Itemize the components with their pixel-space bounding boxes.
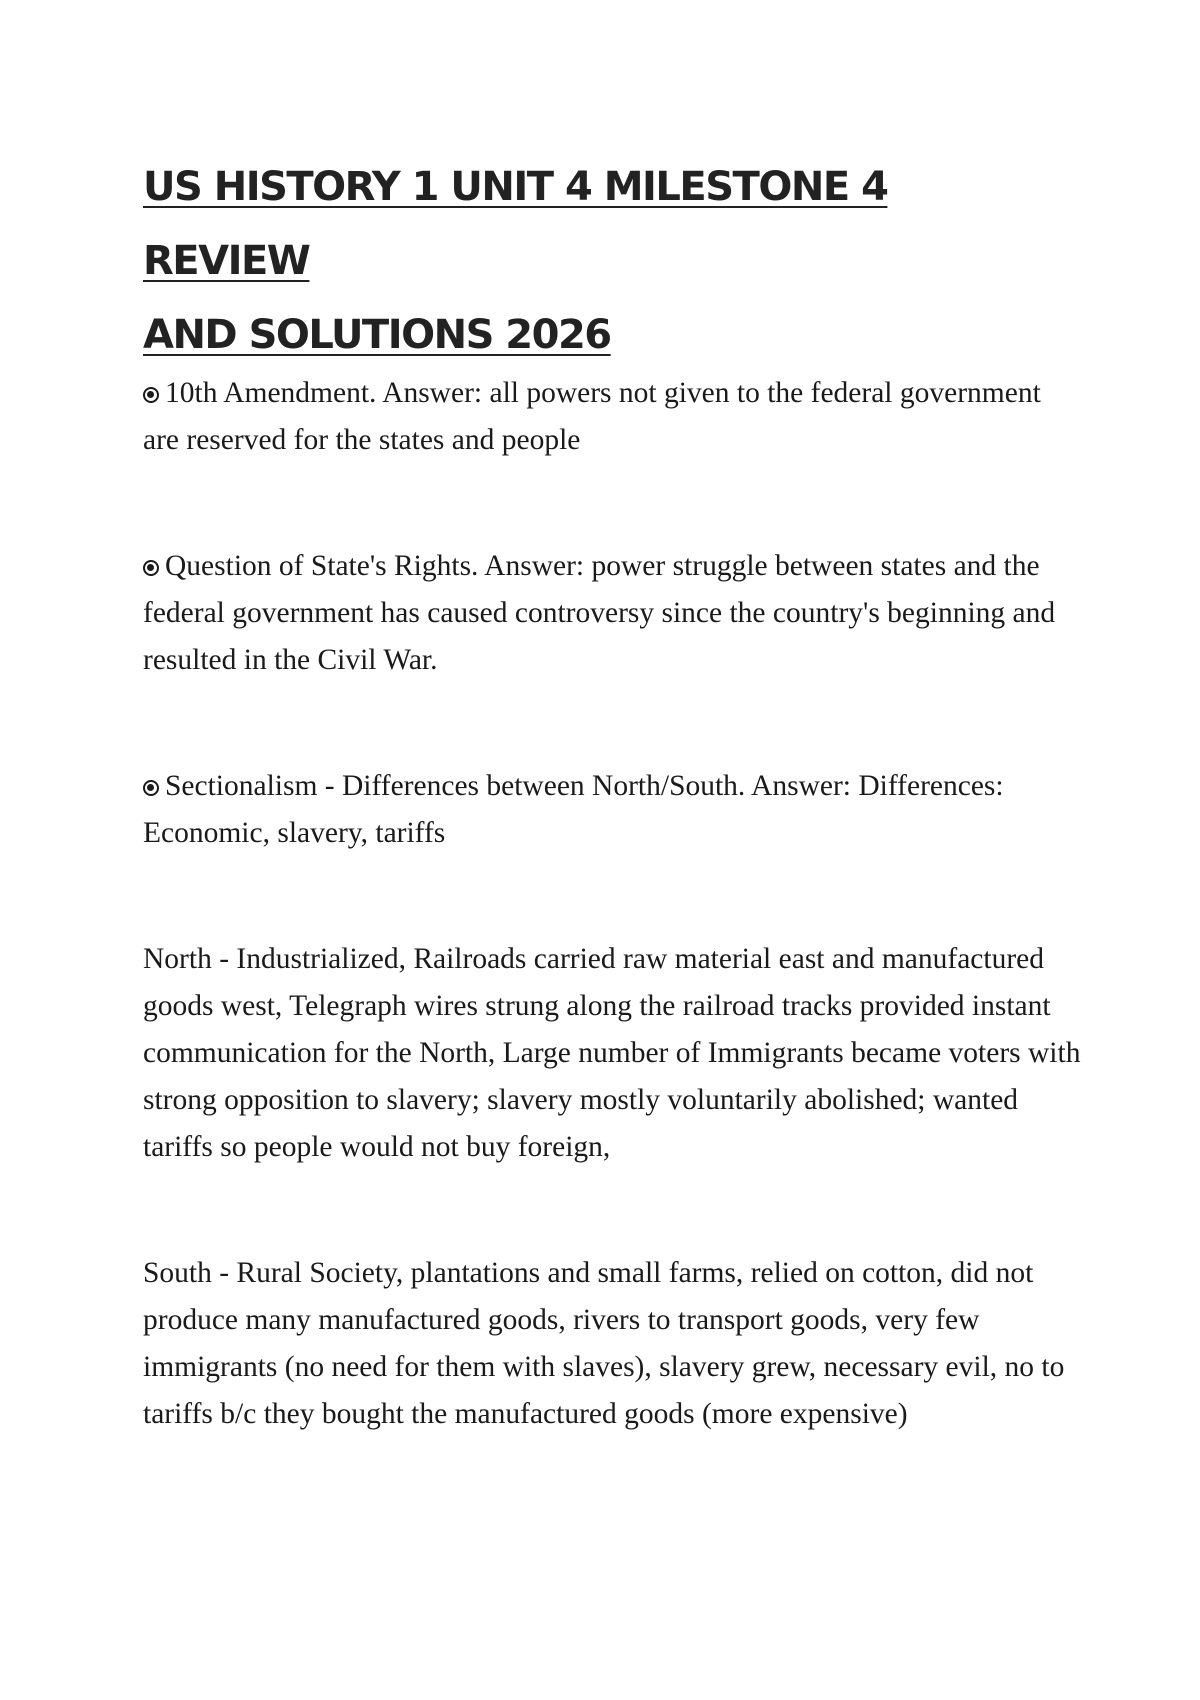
review-item-text: Sectionalism - Differences between North/South. Answer: Differences: Economic, slavery, tariffs: [143, 770, 1004, 849]
review-item-states-rights: [143, 543, 1083, 684]
paragraph-gap: [143, 857, 1083, 936]
review-item-10th-amendment: [143, 370, 1083, 464]
radio-bullet-icon: [143, 780, 159, 796]
title-line-2: AND SOLUTIONS 2026: [143, 312, 611, 358]
review-item-text: 10th Amendment. Answer: all powers not given to the federal government are reserved for the states and people: [143, 377, 1041, 456]
review-item-sectionalism: [143, 763, 1083, 857]
radio-bullet-icon: [143, 560, 159, 576]
paragraph-south: South - Rural Society, plantations and small farms, relied on cotton, did not produce many manufactured goods, rivers to transport goods, very few immigrants (no need for them with slaves), slavery grew, necessary evil, no to tariffs b/c they bought the manufactured goods (more expensive): [143, 1257, 1065, 1430]
paragraph-gap: [143, 684, 1083, 763]
title-line-1: US HISTORY 1 UNIT 4 MILESTONE 4 REVIEW: [143, 164, 888, 284]
radio-bullet-icon: [143, 387, 159, 403]
paragraph-gap: [143, 1171, 1083, 1250]
review-item-text: Question of State's Rights. Answer: power struggle between states and the federal government has caused controversy since the country's beginning and resulted in the Civil War.: [143, 550, 1056, 676]
page-title: [143, 150, 1043, 372]
paragraph-gap: [143, 464, 1083, 543]
paragraph-north: North - Industrialized, Railroads carried raw material east and manufactured goods west, Telegraph wires strung along the railroad tracks provided instant communication for the North, Large number of Immigrants became voters with strong opposition to slavery; slavery mostly voluntarily abolished; wanted tariffs so people would not buy foreign,: [143, 943, 1081, 1163]
document-body: [143, 370, 1083, 1438]
